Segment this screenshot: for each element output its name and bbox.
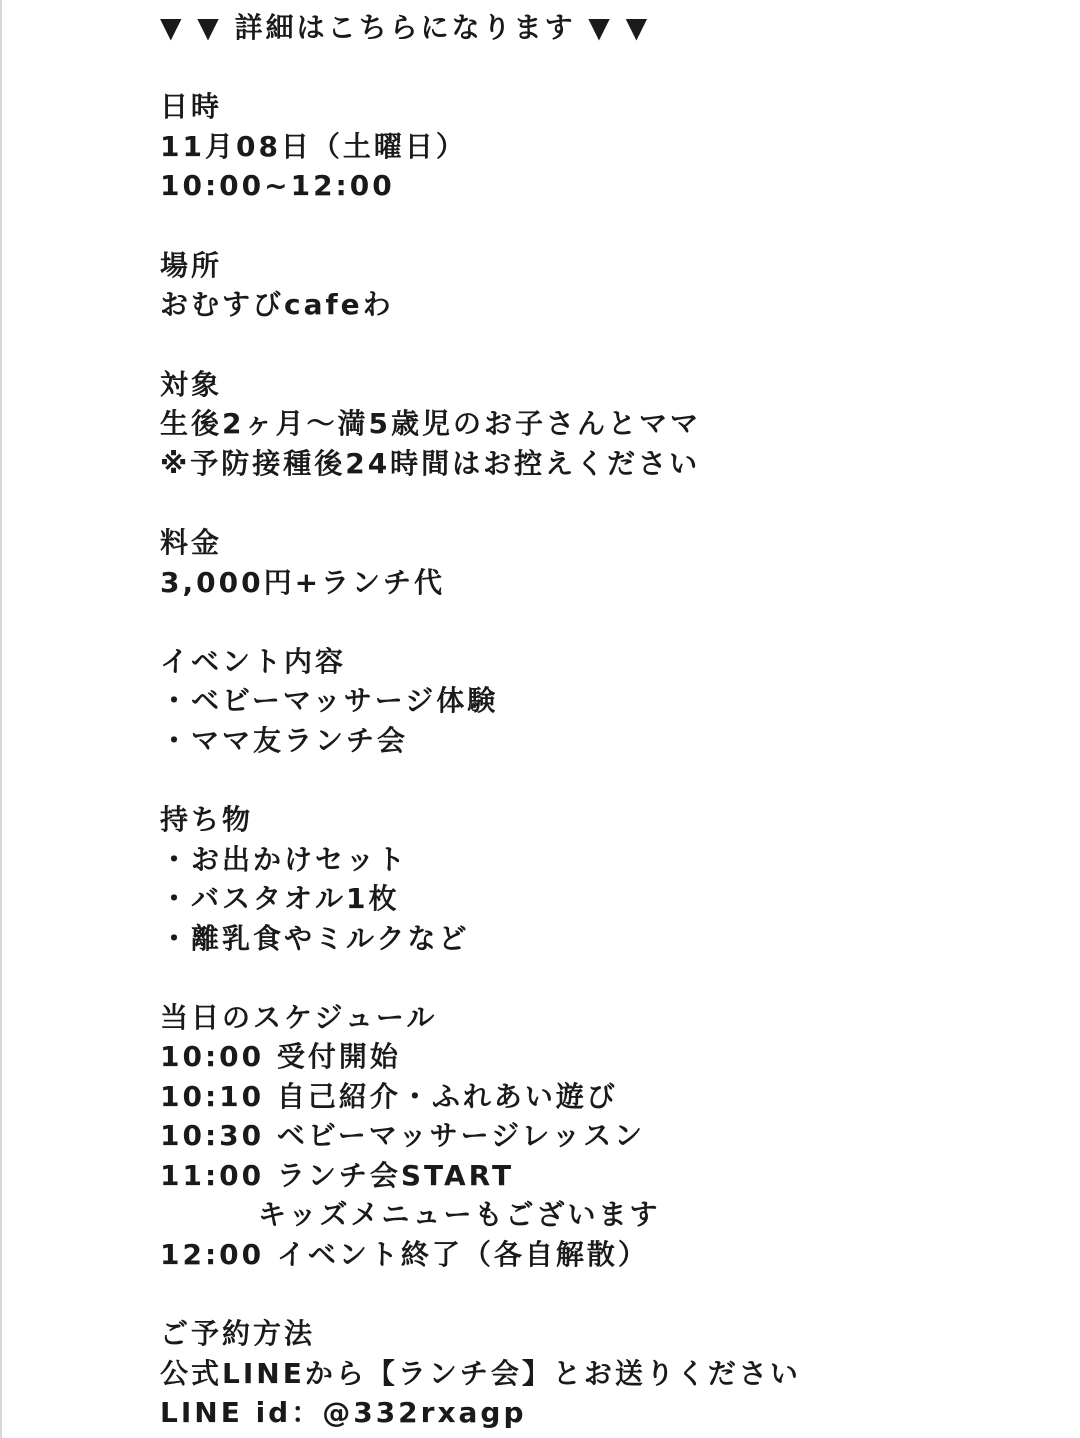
event-content-heading: イベント内容	[160, 645, 347, 678]
belongings-item: ・お出かけセット	[160, 843, 409, 876]
schedule-item-note: キッズメニューもございます	[258, 1198, 661, 1231]
event-time: 10:00~12:00	[160, 169, 395, 202]
reservation-method: 公式LINEから【ランチ会】とお送りください	[160, 1357, 801, 1390]
place-heading: 場所	[160, 249, 223, 282]
fee-amount: 3,000円+ランチ代	[160, 566, 446, 599]
vaccination-note: ※予防接種後24時間はお控えください	[160, 447, 701, 480]
page-left-border	[0, 0, 2, 1438]
event-item: ・ベビーマッサージ体験	[160, 684, 499, 717]
fee-heading: 料金	[160, 526, 223, 559]
schedule-heading: 当日のスケジュール	[160, 1001, 438, 1034]
schedule-item: 10:10 自己紹介・ふれあい遊び	[160, 1080, 618, 1113]
reservation-heading: ご予約方法	[160, 1317, 316, 1350]
event-item: ・ママ友ランチ会	[160, 724, 409, 757]
belongings-item: ・バスタオル1枚	[160, 882, 400, 915]
datetime-heading: 日時	[160, 90, 223, 123]
details-header: ▼ ▼ 詳細はこちらになります ▼ ▼	[160, 11, 651, 44]
schedule-item: 10:00 受付開始	[160, 1040, 401, 1073]
target-audience: 生後2ヶ月〜満5歳児のお子さんとママ	[160, 407, 701, 440]
line-id: LINE id：@332rxagp	[160, 1396, 527, 1429]
belongings-heading: 持ち物	[160, 803, 254, 836]
schedule-item: 10:30 ベビーマッサージレッスン	[160, 1119, 646, 1152]
target-heading: 対象	[160, 368, 223, 401]
belongings-item: ・離乳食やミルクなど	[160, 922, 470, 955]
place-name: おむすびcafeわ	[160, 288, 394, 321]
event-date: 11月08日（土曜日）	[160, 130, 467, 163]
schedule-item: 12:00 イベント終了（各自解散）	[160, 1238, 649, 1271]
schedule-item: 11:00 ランチ会START	[160, 1159, 515, 1192]
